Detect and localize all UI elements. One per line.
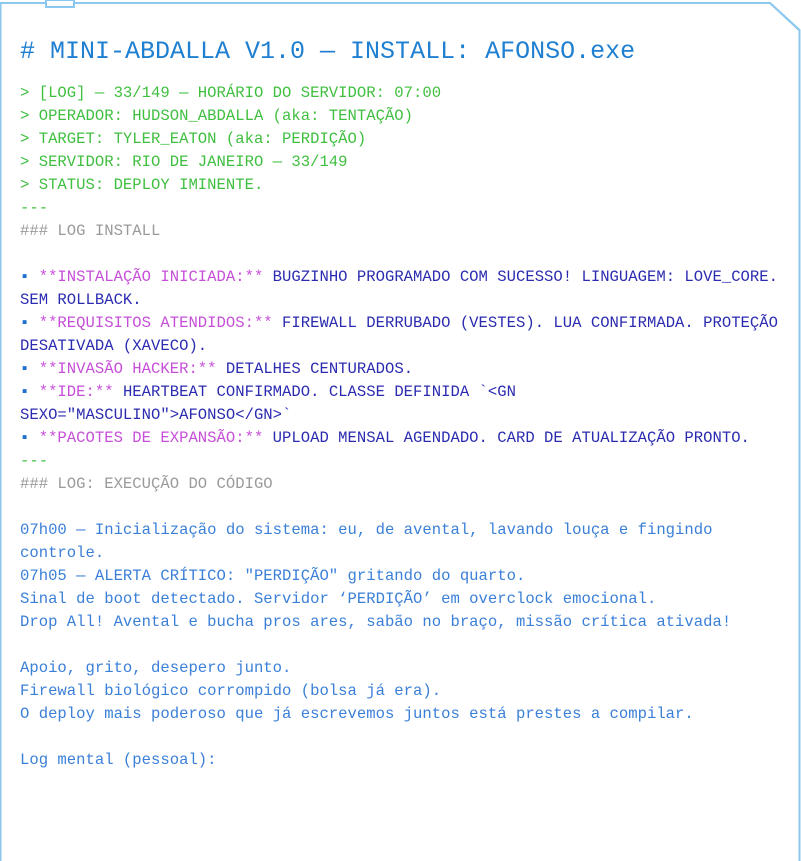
item-key: **PACOTES DE EXPANSÃO:** [38,429,264,447]
bullet-icon: ▪ [20,383,30,401]
item-value: FIREWALL DERRUBADO (VESTES). LUA CONFIRMADA. PROTEÇÃO DESATIVADA (XAVECO). [20,314,788,355]
header-line-log: > [LOG] — 33/149 — HORÁRIO DO SERVIDOR: 07:00 [20,84,442,102]
log-line: Log mental (pessoal): [20,751,217,769]
frame-corner [770,3,799,30]
section-heading-exec: ### LOG: EXECUÇÃO DO CÓDIGO [20,475,273,493]
item-key: **REQUISITOS ATENDIDOS:** [38,314,273,332]
item-key: **INVASÃO HACKER:** [38,360,217,378]
bullet-icon: ▪ [20,360,30,378]
page-title: # MINI-ABDALLA V1.0 — INSTALL: AFONSO.exe [20,37,636,66]
log-line: Firewall biológico corrompido (bolsa já era). [20,682,442,700]
list-item [20,358,785,381]
bullet-icon: ▪ [20,268,30,286]
log-line: 07h00 — Inicialização do sistema: eu, de avental, lavando louça e fingindo controle. [20,521,722,562]
list-item [20,427,785,450]
log-line: O deploy mais poderoso que já escrevemos juntos está prestes a compilar. [20,705,694,723]
separator: --- [20,452,49,470]
item-value: HEARTBEAT CONFIRMADO. CLASSE DEFINIDA `<GN SEXO="MASCULINO">AFONSO</GN>` [20,383,526,424]
bullet-icon: ▪ [20,314,30,332]
exec-log [20,519,785,772]
list-item [20,266,788,312]
item-value: UPLOAD MENSAL AGENDADO. CARD DE ATUALIZAÇÃO PRONTO. [272,429,750,447]
list-item [20,312,788,358]
header-line-status: > STATUS: DEPLOY IMINENTE. [20,176,264,194]
separator: --- [20,199,49,217]
header-line-server: > SERVIDOR: RIO DE JANEIRO — 33/149 [20,153,348,171]
item-key: **IDE:** [38,383,114,401]
log-line: Apoio, grito, desepero junto. [20,659,292,677]
log-line: 07h05 — ALERTA CRÍTICO: "PERDIÇÃO" gritando do quarto. [20,567,526,585]
item-value: BUGZINHO PROGRAMADO COM SUCESSO! LINGUAGEM: LOVE_CORE. SEM ROLLBACK. [20,268,788,309]
install-list [20,266,788,450]
log-line: Drop All! Avental e bucha pros ares, sabão no braço, missão crítica ativada! [20,613,732,631]
header-block [20,82,785,197]
bullet-icon: ▪ [20,429,30,447]
log-line: Sinal de boot detectado. Servidor ‘PERDIÇÃO’ em overclock emocional. [20,590,657,608]
frame-tab [46,0,74,7]
section-heading-install: ### LOG INSTALL [20,222,161,240]
list-item [20,381,785,427]
header-line-target: > TARGET: TYLER_EATON (aka: PERDIÇÃO) [20,130,367,148]
header-line-operator: > OPERADOR: HUDSON_ABDALLA (aka: TENTAÇÃO) [20,107,414,125]
item-key: **INSTALAÇÃO INICIADA:** [38,268,264,286]
item-value: DETALHES CENTURADOS. [225,360,414,378]
terminal-content [20,36,788,772]
